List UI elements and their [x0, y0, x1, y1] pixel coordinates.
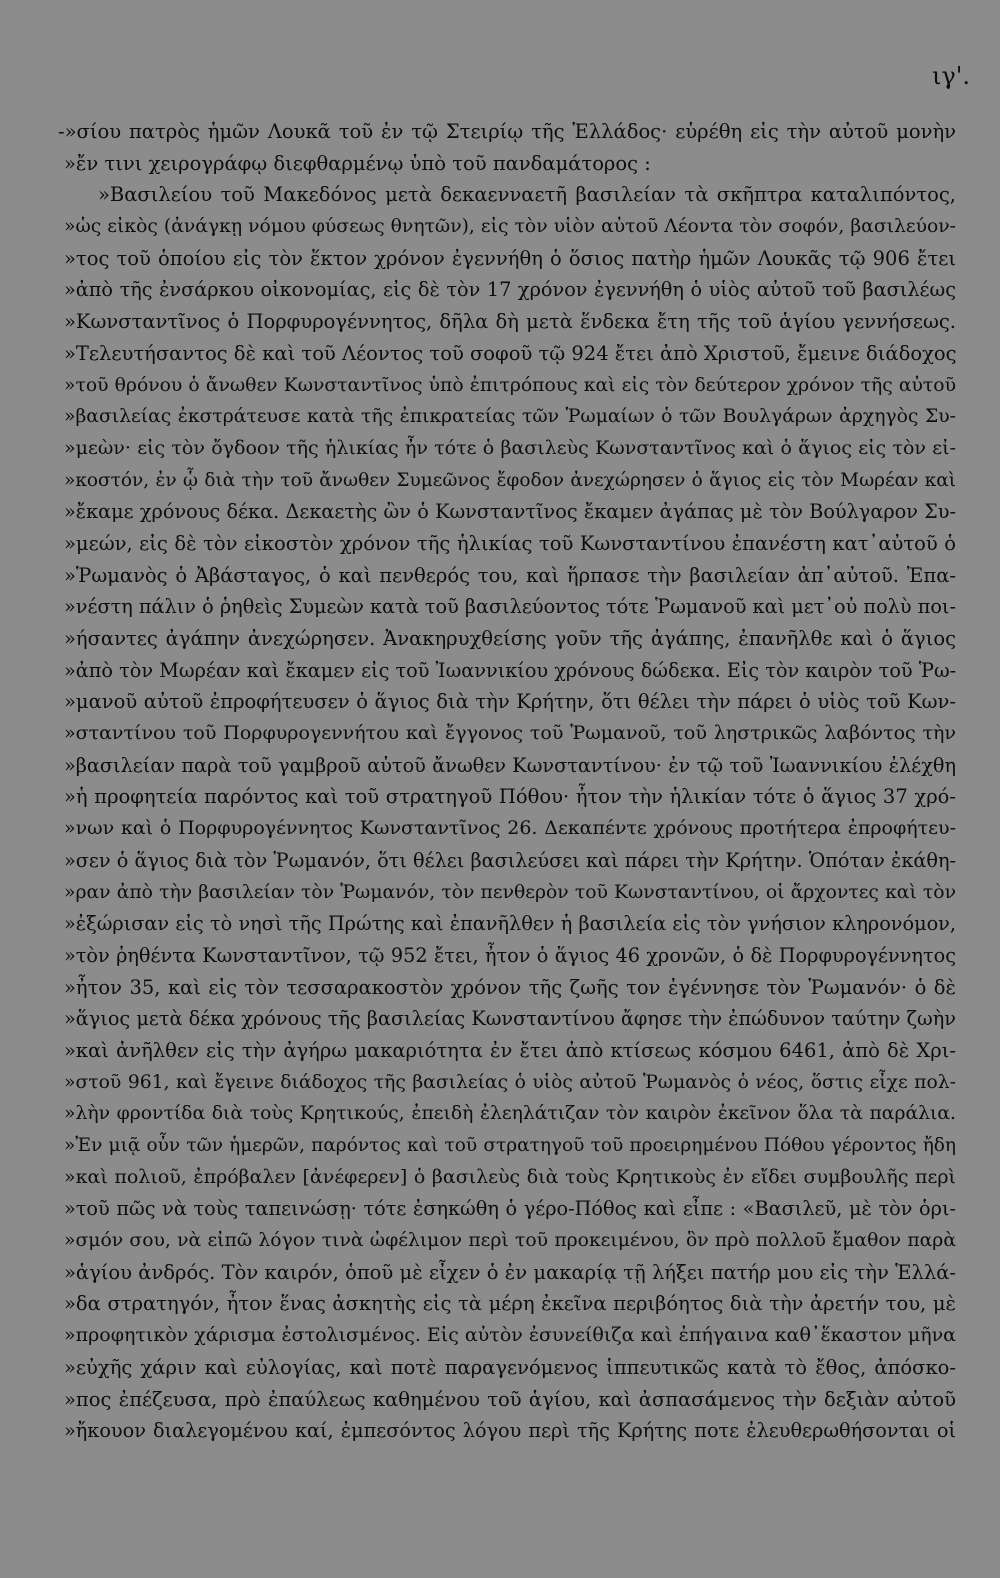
- text-line: »στοῦ 961, καὶ ἔγεινε διάδοχος τῆς βασιλείας ὁ υἱὸς αὐτοῦ Ῥωμανὸς ὁ νέος, ὅστις εἶχε πολ-: [64, 1071, 956, 1093]
- text-line: »προφητικὸν χάρισμα ἐστολισμένος. Εἰς αὐτὸν ἐσυνείθιζα καὶ ἐπήγαινα καθ᾽ἕκαστον μῆνα: [64, 1324, 956, 1347]
- text-line: -»σίου πατρὸς ἡμῶν Λουκᾶ τοῦ ἐν τῷ Στειρίῳ τῆς Ἑλλάδος· εὑρέθη εἰς τὴν αὐτοῦ μονὴν: [58, 120, 956, 143]
- text-line: »νέστη πάλιν ὁ ῥηθεὶς Συμεὼν κατὰ τοῦ βασιλεύοντος τότε Ῥωμανοῦ καὶ μετ᾽οὐ πολὺ ποι-: [64, 595, 956, 619]
- text-line: »ἀπὸ τῆς ἐνσάρκου οἰκονομίας, εἰς δὲ τὸν 17 χρόνον ἐγεννήθη ὁ υἱὸς αὐτοῦ τοῦ βασιλέως: [64, 278, 956, 302]
- text-line: »τος τοῦ ὁποίου εἰς τὸν ἕκτον χρόνον ἐγεννήθη ὁ ὅσιος πατὴρ ἡμῶν Λουκᾶς τῷ 906 ἔτει: [64, 246, 956, 270]
- text-line: »σεν ὁ ἅγιος διὰ τὸν Ῥωμανόν, ὅτι θέλει βασιλεύσει καὶ πάρει τὴν Κρήτην. Ὁπόταν ἐκάθη-: [64, 848, 956, 872]
- text-line: »ἔν τινι χειρογράφῳ διεφθαρμένῳ ὑπὸ τοῦ πανδαμάτορος :: [64, 151, 651, 175]
- text-line: »μανοῦ αὐτοῦ ἐπροφήτευσεν ὁ ἅγιος διὰ τὴν Κρήτην, ὅτι θέλει τὴν πάρει ὁ υἱὸς τοῦ Κων-: [64, 690, 956, 714]
- text-line: »τοῦ θρόνου ὁ ἄνωθεν Κωνσταντῖνος ὑπὸ ἐπιτρόπους καὶ εἰς τὸν δεύτερον χρόνον τῆς αὐτοῦ: [64, 374, 956, 396]
- text-line: »σταντίνου τοῦ Πορφυρογεννήτου καὶ ἔγγονος τοῦ Ῥωμανοῦ, τοῦ ληστρικῶς λαβόντος τὴν: [64, 722, 956, 745]
- text-line: »εὐχῆς χάριν καὶ εὐλογίας, καὶ ποτὲ παραγενόμενος ἱππευτικῶς κατὰ τὸ ἔθος, ἀπόσκο-: [64, 1355, 956, 1379]
- text-line: »τὸν ῥηθέντα Κωνσταντῖνον, τῷ 952 ἔτει, ἦτον ὁ ἅγιος 46 χρονῶν, ὁ δὲ Πορφυρογέννητος: [64, 943, 956, 967]
- text-line: »βασιλείας ἐκστράτευσε κατὰ τῆς ἐπικρατείας τῶν Ῥωμαίων ὁ τῶν Βουλγάρων ἀρχηγὸς Συ-: [64, 406, 956, 428]
- text-line: »ἅγιος μετὰ δέκα χρόνους τῆς βασιλείας Κωνσταντίνου ἄφησε τὴν ἐπώδυνον ταύτην ζωὴν: [64, 1007, 956, 1031]
- text-line: »μεὼν· εἰς τὸν ὄγδοον τῆς ἡλικίας ἦν τότε ὁ βασιλεὺς Κωνσταντῖνος καὶ ὁ ἅγιος εἰς τὸν εἰ-: [64, 436, 956, 459]
- text-line: »τοῦ πῶς νὰ τοὺς ταπεινώσῃ· τότε ἐσηκώθη ὁ γέρο-Πόθος καὶ εἶπε : «Βασιλεῦ, μὲ τὸν ὁρι-: [64, 1197, 956, 1221]
- text-line: »Ῥωμανὸς ὁ Ἀβάσταγος, ὁ καὶ πενθερός του, καὶ ἥρπασε τὴν βασιλείαν ἀπ᾽αὐτοῦ. Ἐπα-: [64, 563, 956, 587]
- text-line: »κοστόν, ἐν ᾧ διὰ τὴν τοῦ ἄνωθεν Συμεῶνος ἔφοδον ἀνεχώρησεν ὁ ἅγιος εἰς τὸν Μωρέαν καὶ: [64, 469, 956, 491]
- text-line: »Βασιλείου τοῦ Μακεδόνος μετὰ δεκαενναετῆ βασιλείαν τὰ σκῆπτρα καταλιπόντος,: [98, 183, 956, 207]
- text-line: »λὴν φροντίδα διὰ τοὺς Κρητικούς, ἐπειδὴ ἐλεηλάτιζαν τὸν καιρὸν ἐκεῖνον ὅλα τὰ παράλια.: [64, 1103, 956, 1125]
- text-line: »Ἐν μιᾷ οὖν τῶν ἡμερῶν, παρόντος καὶ τοῦ στρατηγοῦ τοῦ προειρημένου Πόθου γέροντος ἤδη: [64, 1135, 956, 1156]
- text-line: »καὶ ἀνῆλθεν εἰς τὴν ἀγήρω μακαριότητα ἐν ἔτει ἀπὸ κτίσεως κόσμου 6461, ἀπὸ δὲ Χρι-: [64, 1038, 956, 1062]
- body-text: [58, 116, 957, 1447]
- text-line: »νων καὶ ὁ Πορφυρογέννητος Κωνσταντῖνος 26. Δεκαπέντε χρόνους προτήτερα ἐπροφήτευ-: [64, 817, 956, 840]
- text-line: »ἡ προφητεία παρόντος καὶ τοῦ στρατηγοῦ Πόθου· ἦτον τὴν ἡλικίαν τότε ὁ ἅγιος 37 χρό-: [64, 785, 956, 809]
- text-line: »καὶ πολιοῦ, ἐπρόβαλεν [ἀνέφερεν] ὁ βασιλεὺς διὰ τοὺς Κρητικοὺς ἐν εἴδει συμβουλῆς περὶ: [64, 1165, 956, 1188]
- text-line: »δα στρατηγόν, ἦτον ἕνας ἀσκητὴς εἰς τὰ μέρη ἐκεῖνα περιβόητος διὰ τὴν ἀρετήν του, μὲ: [64, 1292, 956, 1316]
- text-line: »σμόν σου, νὰ εἰπῶ λόγον τινὰ ὠφέλιμον περὶ τοῦ προκειμένου, ὃν πρὸ πολλοῦ ἔμαθον παρὰ: [64, 1230, 956, 1252]
- text-line: »πος ἐπέζευσα, πρὸ ἐπαύλεως καθημένου τοῦ ἁγίου, καὶ ἀσπασάμενος τὴν δεξιὰν αὐτοῦ: [64, 1387, 956, 1411]
- text-line: »Κωνσταντῖνος ὁ Πορφυρογέννητος, δῆλα δὴ μετὰ ἕνδεκα ἔτη τῆς τοῦ ἁγίου γεννήσεως.: [64, 310, 956, 334]
- text-line: »ἐξώρισαν εἰς τὸ νησὶ τῆς Πρώτης καὶ ἐπανῆλθεν ἡ βασιλεία εἰς τὸν γνήσιον κληρονόμον,: [64, 912, 956, 936]
- text-line: »ἀπὸ τὸν Μωρέαν καὶ ἔκαμεν εἰς τοῦ Ἰωαννικίου χρόνους δώδεκα. Εἰς τὸν καιρὸν τοῦ Ῥω-: [64, 658, 957, 682]
- text-line: »ἤκουον διαλεγομένου καί, ἐμπεσόντος λόγου περὶ τῆς Κρήτης ποτε ἐλευθερωθήσονται οἱ: [64, 1419, 956, 1443]
- text-line: »ἦτον 35, καὶ εἰς τὸν τεσσαρακοστὸν χρόνον τῆς ζωῆς τον ἐγέννησε τὸν Ῥωμανόν· ὁ δὲ: [64, 975, 956, 999]
- text-line: »ήσαντες ἀγάπην ἀνεχώρησεν. Ἀνακηρυχθείσης γοῦν τῆς ἀγάπης, ἐπανῆλθε καὶ ὁ ἅγιος: [64, 627, 956, 650]
- text-line: »ἔκαμε χρόνους δέκα. Δεκαετὴς ὢν ὁ Κωνσταντῖνος ἔκαμεν ἀγάπας μὲ τὸν Βούλγαρον Συ-: [64, 500, 956, 524]
- text-line: »ὡς εἰκὸς (ἀνάγκῃ νόμου φύσεως θνητῶν), εἰς τὸν υἱὸν αὐτοῦ Λέοντα τὸν σοφόν, βασιλεύον-: [64, 216, 956, 238]
- page-number: ιγ'.: [932, 62, 970, 90]
- text-line: »ραν ἀπὸ τὴν βασιλείαν τὸν Ῥωμανόν, τὸν πενθερὸν τοῦ Κωνσταντίνου, οἱ ἄρχοντες καὶ τὸν: [64, 881, 956, 903]
- text-line: »Τελευτήσαντος δὲ καὶ τοῦ Λέοντος τοῦ σοφοῦ τῷ 924 ἔτει ἀπὸ Χριστοῦ, ἔμεινε διάδοχος: [64, 341, 957, 365]
- text-line: »βασιλείαν παρὰ τοῦ γαμβροῦ αὐτοῦ ἄνωθεν Κωνσταντίνου· ἐν τῷ τοῦ Ἰωαννικίου ἐλέχθη: [64, 753, 956, 777]
- text-line: »μεών, εἰς δὲ τὸν εἰκοστὸν χρόνον τῆς ἡλικίας τοῦ Κωνσταντίνου ἐπανέστη κατ᾽αὐτοῦ ὁ: [64, 531, 956, 555]
- text-line: »ἁγίου ἀνδρός. Τὸν καιρόν, ὁποῦ μὲ εἶχεν ὁ ἐν μακαρίᾳ τῇ λήξει πατήρ μου εἰς τὴν Ἑλλά-: [64, 1260, 956, 1284]
